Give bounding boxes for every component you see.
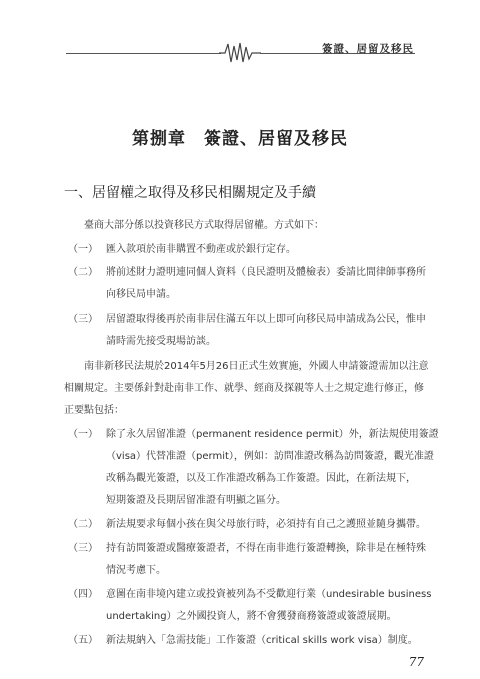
point-1-line-1: 除了永久居留准證（permanent residence permit）外，新法規使用簽證 (106, 429, 439, 440)
point-4-line-1: 意圖在南非境內建立或投資被列為不受歡迎行業（undesirable business (106, 589, 432, 600)
step-1-marker: （一） (68, 244, 98, 255)
step-3-line-1: 居留證取得後再於南非居住滿五年以上即可向移民局申請成為公民，惟申 (106, 314, 426, 325)
header-rule-left (66, 53, 221, 54)
step-3-marker: （三） (68, 314, 98, 325)
point-1-line-4: 短期簽證及長期居留准證有明顯之區分。 (106, 495, 286, 506)
step-2-line-2: 向移民局申請。 (106, 289, 176, 300)
point-4-marker: （四） (68, 589, 98, 600)
point-1-line-3: 改稱為觀光簽證，以及工作准證改稱為工作簽證。因此，在新法規下， (106, 473, 416, 484)
step-2-line-1: 將前述財力證明連同個人資料（良民證明及體檢表）委請比間律師事務所 (106, 267, 426, 278)
running-header-title: 簽證、居留及移民 (322, 43, 414, 55)
point-2-line-1: 新法規要求每個小孩在與父母旅行時，必須持有自己之護照並隨身攜帶。 (106, 519, 426, 530)
point-2-marker: （二） (68, 519, 98, 530)
point-5-line-1: 新法規納入「急需技能」工作簽證（critical skills work visa）制度。 (106, 635, 418, 646)
point-3-line-1: 持有訪問簽證或醫療簽證者，不得在南非進行簽證轉換，除非是在極特殊 (106, 543, 426, 554)
step-1-line-1: 匯入款項於南非購置不動產或於銀行定存。 (106, 244, 296, 255)
intro-paragraph: 臺商大部分係以投資移民方式取得居留權。方式如下： (84, 220, 324, 231)
point-4-line-2: undertaking）之外國投資人，將不會獲發商務簽證或簽證展期。 (106, 611, 397, 622)
page-number: 77 (408, 655, 424, 669)
chapter-title: 第捌章 簽證、居留及移民 (132, 129, 348, 149)
point-5-marker: （五） (68, 635, 98, 646)
law-paragraph-line-2: 相關規定。主要係針對赴南非工作、就學、經商及探親等人士之規定進行修正，修 (64, 383, 424, 394)
section-title: 一、居留權之取得及移民相關規定及手續 (64, 185, 316, 201)
point-1-line-2: （visa）代替准證（permit），例如：訪問准證改稱為訪問簽證，觀光准證 (106, 451, 434, 462)
step-2-marker: （二） (68, 267, 98, 278)
point-3-marker: （三） (68, 543, 98, 554)
law-paragraph-line-1: 南非新移民法規於2014年5月26日正式生效實施，外國人申請簽證需加以注意 (84, 361, 429, 372)
point-1-marker: （一） (68, 429, 98, 440)
step-3-line-2: 請時需先接受現場訪談。 (106, 336, 216, 347)
heartbeat-icon (219, 40, 261, 66)
law-paragraph-line-3: 正要點包括： (64, 405, 124, 416)
point-3-line-2: 情況考慮下。 (106, 565, 166, 576)
